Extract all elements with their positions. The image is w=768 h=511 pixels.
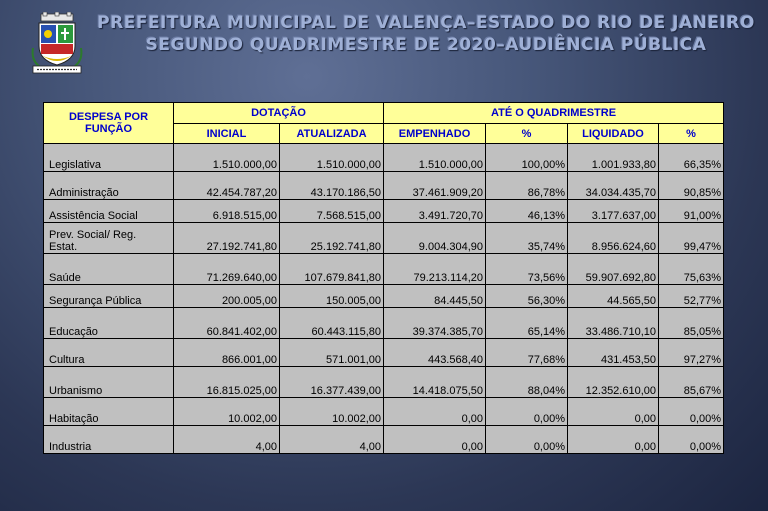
header-despesa: DESPESA POR FUNÇÃO — [44, 103, 174, 144]
table-row — [44, 223, 724, 254]
coat-of-arms-icon — [29, 12, 85, 74]
row-pct-liquidado: 0,00% — [659, 398, 724, 426]
row-funcao: Segurança Pública — [44, 285, 174, 308]
title-line-1: PREFEITURA MUNICIPAL DE VALENÇA–ESTADO DO RIO DE JANEIRO — [97, 13, 755, 33]
row-atualizada: 43.170.186,50 — [280, 172, 384, 200]
title-line-2: SEGUNDO QUADRIMESTRE DE 2020–AUDIÊNCIA PÚBLICA — [145, 35, 707, 55]
row-pct-empenhado: 0,00% — [486, 398, 568, 426]
header-ate-quadrimestre: ATÉ O QUADRIMESTRE — [384, 103, 724, 124]
row-funcao: Legislativa — [44, 144, 174, 172]
header-inicial: INICIAL — [174, 124, 280, 144]
row-liquidado: 1.001.933,80 — [568, 144, 659, 172]
row-inicial: 200.005,00 — [174, 285, 280, 308]
row-funcao — [44, 223, 174, 254]
row-funcao: Administração — [44, 172, 174, 200]
row-pct-empenhado: 35,74% — [486, 223, 568, 254]
table-row — [44, 367, 724, 398]
row-inicial: 4,00 — [174, 426, 280, 454]
row-liquidado: 44.565,50 — [568, 285, 659, 308]
row-atualizada: 60.443.115,80 — [280, 308, 384, 339]
row-pct-empenhado: 88,04% — [486, 367, 568, 398]
row-pct-empenhado: 0,00% — [486, 426, 568, 454]
row-liquidado: 8.956.624,60 — [568, 223, 659, 254]
row-funcao: Assistência Social — [44, 200, 174, 223]
row-empenhado: 39.374.385,70 — [384, 308, 486, 339]
row-empenhado: 443.568,40 — [384, 339, 486, 367]
row-atualizada: 10.002,00 — [280, 398, 384, 426]
row-pct-liquidado: 91,00% — [659, 200, 724, 223]
row-inicial: 16.815.025,00 — [174, 367, 280, 398]
row-liquidado: 12.352.610,00 — [568, 367, 659, 398]
row-funcao: Urbanismo — [44, 367, 174, 398]
row-empenhado: 14.418.075,50 — [384, 367, 486, 398]
row-pct-empenhado: 56,30% — [486, 285, 568, 308]
row-liquidado: 33.486.710,10 — [568, 308, 659, 339]
row-atualizada: 1.510.000,00 — [280, 144, 384, 172]
row-atualizada: 25.192.741,80 — [280, 223, 384, 254]
table-row — [44, 285, 724, 308]
row-funcao: Industria — [44, 426, 174, 454]
row-empenhado: 0,00 — [384, 398, 486, 426]
row-atualizada: 7.568.515,00 — [280, 200, 384, 223]
table-row — [44, 339, 724, 367]
row-pct-empenhado: 73,56% — [486, 254, 568, 285]
table-row — [44, 144, 724, 172]
row-atualizada: 16.377.439,00 — [280, 367, 384, 398]
row-funcao-line-2: Estat. — [49, 241, 78, 253]
header-pct-liquidado: % — [659, 124, 724, 144]
row-inicial: 71.269.640,00 — [174, 254, 280, 285]
row-pct-liquidado: 85,67% — [659, 367, 724, 398]
row-pct-empenhado: 65,14% — [486, 308, 568, 339]
row-funcao: Educação — [44, 308, 174, 339]
row-inicial: 1.510.000,00 — [174, 144, 280, 172]
row-atualizada: 4,00 — [280, 426, 384, 454]
row-empenhado: 0,00 — [384, 426, 486, 454]
row-empenhado: 1.510.000,00 — [384, 144, 486, 172]
table-row — [44, 200, 724, 223]
row-funcao-line-1: Prev. Social/ Reg. — [49, 229, 137, 241]
table-row — [44, 308, 724, 339]
row-pct-empenhado: 46,13% — [486, 200, 568, 223]
row-pct-liquidado: 90,85% — [659, 172, 724, 200]
row-pct-liquidado: 99,47% — [659, 223, 724, 254]
row-liquidado: 34.034.435,70 — [568, 172, 659, 200]
table-row — [44, 398, 724, 426]
row-empenhado: 3.491.720,70 — [384, 200, 486, 223]
table-row — [44, 254, 724, 285]
row-funcao: Cultura — [44, 339, 174, 367]
row-atualizada: 107.679.841,80 — [280, 254, 384, 285]
row-pct-empenhado: 86,78% — [486, 172, 568, 200]
page-title — [96, 12, 756, 56]
row-liquidado: 3.177.637,00 — [568, 200, 659, 223]
row-liquidado: 0,00 — [568, 398, 659, 426]
header-atualizada: ATUALIZADA — [280, 124, 384, 144]
row-liquidado: 59.907.692,80 — [568, 254, 659, 285]
row-pct-liquidado: 0,00% — [659, 426, 724, 454]
row-atualizada: 571.001,00 — [280, 339, 384, 367]
table-row — [44, 172, 724, 200]
row-pct-liquidado: 52,77% — [659, 285, 724, 308]
row-funcao: Habitação — [44, 398, 174, 426]
row-inicial: 60.841.402,00 — [174, 308, 280, 339]
row-pct-empenhado: 77,68% — [486, 339, 568, 367]
expense-table — [43, 102, 724, 454]
row-empenhado: 84.445,50 — [384, 285, 486, 308]
row-pct-liquidado: 75,63% — [659, 254, 724, 285]
row-inicial: 6.918.515,00 — [174, 200, 280, 223]
row-empenhado: 9.004.304,90 — [384, 223, 486, 254]
row-pct-liquidado: 85,05% — [659, 308, 724, 339]
row-inicial: 10.002,00 — [174, 398, 280, 426]
row-funcao: Saúde — [44, 254, 174, 285]
row-atualizada: 150.005,00 — [280, 285, 384, 308]
header-empenhado: EMPENHADO — [384, 124, 486, 144]
header-dotacao: DOTAÇÃO — [174, 103, 384, 124]
row-inicial: 27.192.741,80 — [174, 223, 280, 254]
row-pct-empenhado: 100,00% — [486, 144, 568, 172]
row-liquidado: 431.453,50 — [568, 339, 659, 367]
row-inicial: 866.001,00 — [174, 339, 280, 367]
row-inicial: 42.454.787,20 — [174, 172, 280, 200]
row-pct-liquidado: 66,35% — [659, 144, 724, 172]
row-empenhado: 37.461.909,20 — [384, 172, 486, 200]
header-pct-empenhado: % — [486, 124, 568, 144]
row-liquidado: 0,00 — [568, 426, 659, 454]
table-row — [44, 426, 724, 454]
row-empenhado: 79.213.114,20 — [384, 254, 486, 285]
row-pct-liquidado: 97,27% — [659, 339, 724, 367]
header-liquidado: LIQUIDADO — [568, 124, 659, 144]
